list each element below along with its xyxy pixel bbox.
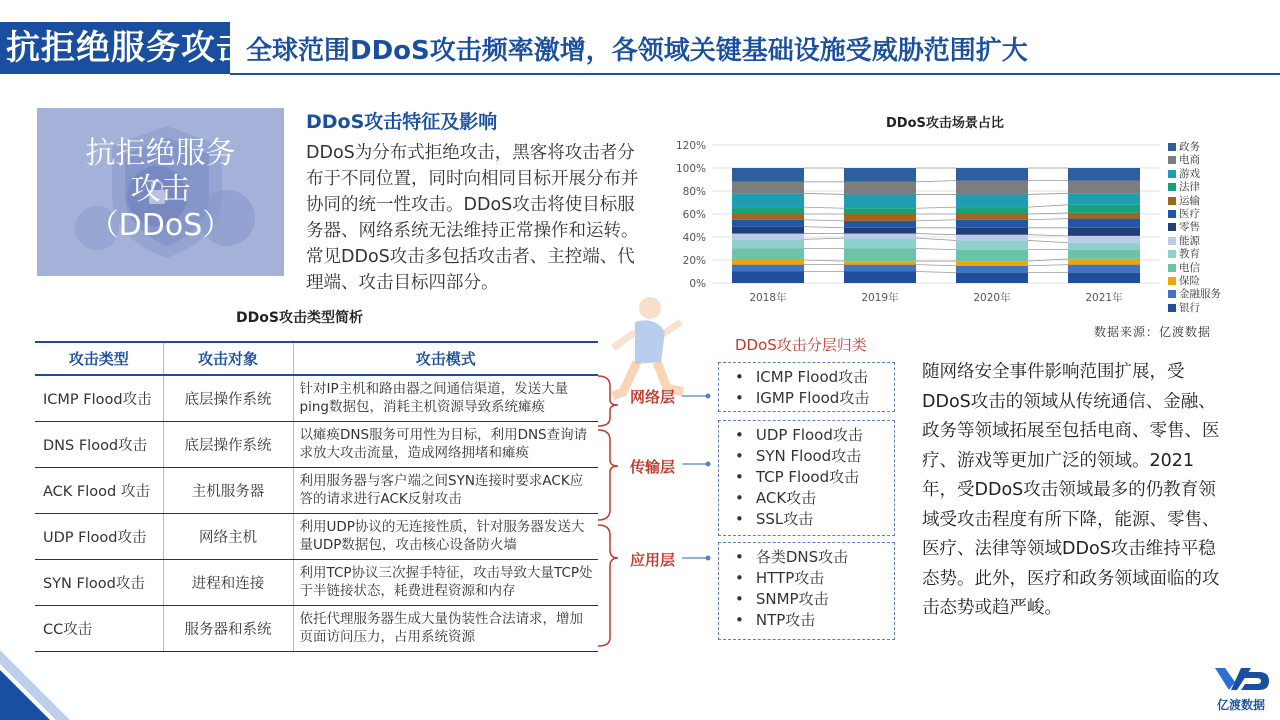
series-connector (916, 181, 956, 182)
bar-segment (956, 207, 1028, 214)
y-tick-label: 120% (675, 140, 706, 152)
bar-segment (732, 265, 804, 272)
series-connector (804, 207, 844, 208)
bar-segment (732, 272, 804, 284)
features-body: DDoS为分布式拒绝攻击，黑客将攻击者分布于不同位置，同时向相同目标开展分布并协同的统一性攻击。DDoS攻击将使目标服务器、网络系统无法维持正常操作和运转。常见DDoS攻击多包括攻击者、主控端、代理端、攻击目标四部分。 (306, 143, 639, 293)
bar-segment (732, 227, 804, 234)
legend-swatch (1168, 197, 1176, 205)
cell-type: ICMP Flood攻击 (35, 375, 163, 421)
features-title: DDoS攻击特征及影响 (306, 111, 498, 133)
bar-segment (732, 220, 804, 227)
cell-target: 底层操作系统 (163, 421, 293, 467)
page-title: 全球范围DDoS攻击频率激增，各领域关键基础设施受威胁范围扩大 (246, 36, 1028, 66)
col-header-type: 攻击类型 (35, 342, 163, 375)
bar-segment (844, 249, 916, 262)
legend-item (1168, 154, 1221, 167)
bar-segment (732, 249, 804, 261)
table-row (35, 375, 598, 421)
legend-swatch (1168, 264, 1176, 272)
legend-swatch (1168, 290, 1176, 298)
col-header-mode: 攻击模式 (293, 342, 598, 375)
y-tick-label: 60% (682, 209, 706, 221)
series-connector (916, 272, 956, 273)
bar-segment (1068, 243, 1140, 250)
bar-segment (844, 168, 916, 182)
bar-segment (844, 214, 916, 221)
cell-mode: 针对IP主机和路由器之间通信渠道，发送大量ping数据包，消耗主机资源导致系统瘫痪 (293, 375, 598, 421)
cell-type: ACK Flood 攻击 (35, 467, 163, 513)
layers-title: DDoS攻击分层归类 (735, 336, 867, 354)
legend-label: 法律 (1179, 181, 1200, 194)
bar-segment (732, 214, 804, 220)
table-row (35, 605, 598, 651)
cell-target: 网络主机 (163, 513, 293, 559)
cell-target: 进程和连接 (163, 559, 293, 605)
legend-label: 零售 (1179, 221, 1200, 234)
table-row (35, 513, 598, 559)
list-item: • IGMP Flood攻击 (735, 388, 894, 409)
x-tick-label: 2020年 (973, 292, 1011, 304)
bar-segment (956, 194, 1028, 207)
bar-segment (1068, 219, 1140, 228)
list-item: • TCP Flood攻击 (735, 467, 894, 488)
legend-label: 银行 (1179, 301, 1200, 314)
bar-segment (1068, 259, 1140, 265)
legend-item (1168, 168, 1221, 181)
legend-swatch (1168, 223, 1176, 231)
legend-item (1168, 302, 1221, 315)
legend-item (1168, 195, 1221, 208)
bar-segment (732, 234, 804, 240)
legend-item (1168, 235, 1221, 248)
list-item: • UDP Flood攻击 (735, 425, 894, 446)
cell-mode: 以瘫痪DNS服务可用性为目标，利用DNS查询请求放大攻击流量，造成网络拥堵和瘫痪 (293, 421, 598, 467)
series-connector (1028, 240, 1068, 242)
list-item: • SYN Flood攻击 (735, 446, 894, 467)
cell-type: UDP Flood攻击 (35, 513, 163, 559)
bar-segment (1068, 250, 1140, 259)
legend-label: 电信 (1179, 261, 1200, 274)
logo-mark-icon (1211, 664, 1271, 694)
table-row (35, 421, 598, 467)
bar-segment (956, 235, 1028, 241)
list-item: • ICMP Flood攻击 (735, 367, 894, 388)
col-header-target: 攻击对象 (163, 342, 293, 375)
box-line-3: （DDoS） (88, 208, 233, 243)
bar-segment (844, 208, 916, 214)
stacked-bar-chart (672, 135, 1164, 311)
legend-swatch (1168, 170, 1176, 178)
bar-segment (732, 207, 804, 214)
series-connector (804, 193, 844, 194)
x-tick-label: 2021年 (1085, 292, 1123, 304)
cell-type: SYN Flood攻击 (35, 559, 163, 605)
application-layer-box (718, 542, 895, 640)
cell-target: 服务器和系统 (163, 605, 293, 651)
bar-segment (956, 181, 1028, 195)
y-tick-label: 0% (689, 278, 706, 290)
list-item: • HTTP攻击 (735, 568, 894, 589)
bar-segment (844, 182, 916, 195)
series-connector (916, 220, 956, 221)
bar-segment (956, 250, 1028, 262)
brand-logo (1208, 664, 1274, 713)
table-title: DDoS攻击类型简析 (236, 310, 363, 326)
legend-swatch (1168, 304, 1176, 312)
legend-item (1168, 288, 1221, 301)
legend-swatch (1168, 143, 1176, 151)
bar-segment (1068, 205, 1140, 213)
transport-layer-label: 传输层 (630, 458, 676, 476)
table-row (35, 559, 598, 605)
legend-swatch (1168, 250, 1176, 258)
bar-segment (956, 168, 1028, 181)
cell-target: 主机服务器 (163, 467, 293, 513)
bar-segment (1068, 181, 1140, 194)
bar-segment (1068, 213, 1140, 219)
bar-segment (844, 234, 916, 239)
bar-segment (732, 260, 804, 265)
list-item: • SSL攻击 (735, 509, 894, 530)
y-tick-label: 20% (682, 255, 706, 267)
legend-item (1168, 181, 1221, 194)
legend-swatch (1168, 237, 1176, 245)
legend-item (1168, 248, 1221, 261)
chart-legend (1168, 141, 1221, 315)
data-source: 数据来源：亿渡数据 (1094, 325, 1212, 339)
cell-mode: 利用服务器与客户端之间SYN连接时要求ACK应答的请求进行ACK反射攻击 (293, 467, 598, 513)
legend-swatch (1168, 210, 1176, 218)
corner-decoration (0, 650, 70, 720)
legend-item (1168, 262, 1221, 275)
legend-item (1168, 141, 1221, 154)
legend-label: 电商 (1179, 154, 1200, 167)
series-connector (804, 227, 844, 228)
legend-label: 政务 (1179, 141, 1200, 153)
legend-label: 医疗 (1179, 207, 1200, 220)
network-layer-box (718, 362, 895, 412)
series-connector (916, 265, 956, 266)
legend-label: 金融服务 (1179, 288, 1221, 301)
bar-segment (956, 261, 1028, 266)
legend-item (1168, 208, 1221, 221)
x-tick-label: 2019年 (861, 292, 899, 304)
list-item: • 各类DNS攻击 (735, 547, 894, 568)
series-connector (1028, 235, 1068, 236)
box-text (37, 136, 284, 244)
ddos-illustration (37, 108, 284, 276)
cell-mode: 依托代理服务器生成大量伪装性合法请求，增加页面访问压力，占用系统资源 (293, 605, 598, 651)
legend-label: 能源 (1179, 234, 1200, 247)
bar-segment (1068, 236, 1140, 243)
series-connector (1028, 205, 1068, 207)
bar-segment (844, 272, 916, 284)
bar-segment (732, 239, 804, 248)
legend-swatch (1168, 156, 1176, 164)
legend-label: 运输 (1179, 194, 1200, 207)
network-layer-label: 网络层 (630, 388, 676, 406)
series-connector (916, 249, 956, 250)
bar-segment (1068, 228, 1140, 236)
section-tag: 抗拒绝服务攻击 (0, 22, 230, 74)
y-tick-label: 40% (682, 232, 706, 244)
legend-swatch (1168, 183, 1176, 191)
cell-type: CC攻击 (35, 605, 163, 651)
logo-text: 亿渡数据 (1216, 698, 1265, 712)
bar-segment (1068, 273, 1140, 283)
bar-segment (732, 193, 804, 207)
bar-segment (732, 182, 804, 194)
layer-brackets (596, 370, 720, 650)
list-item: • ACK攻击 (735, 488, 894, 509)
analysis-text: 随网络安全事件影响范围扩展，受DDoS攻击的领域从传统通信、金融、政务等领域拓展至包括电商、零售、医疗、游戏等更加广泛的领域。2021年，受DDoS攻击领域最多的仍教育领域受攻击程度有所下降，能源、零售、医疗、法律等领域DDoS攻击维持平稳态势。此外，医疗和政务领域面临的攻击态势或趋严峻。 (922, 362, 1220, 618)
x-tick-label: 2018年 (749, 292, 787, 304)
bar-segment (956, 228, 1028, 235)
bar-segment (956, 273, 1028, 283)
bar-segment (844, 228, 916, 234)
legend-item (1168, 275, 1221, 288)
cell-mode: 利用TCP协议三次握手特征，攻击导致大量TCP处于半链接状态，耗费进程资源和内存 (293, 559, 598, 605)
legend-label: 游戏 (1179, 167, 1200, 180)
bar-segment (956, 220, 1028, 228)
box-line-1: 抗拒绝服务 (85, 136, 236, 171)
series-connector (1028, 265, 1068, 266)
series-connector (1028, 219, 1068, 220)
bar-segment (956, 240, 1028, 249)
cell-mode: 利用UDP协议的无连接性质，针对服务器发送大量UDP数据包，攻击核心设备防火墙 (293, 513, 598, 559)
table-row (35, 467, 598, 513)
series-connector (916, 207, 956, 208)
cell-type: DNS Flood攻击 (35, 421, 163, 467)
header-divider (230, 73, 1280, 75)
y-tick-label: 100% (675, 163, 706, 175)
cell-target: 底层操作系统 (163, 375, 293, 421)
bar-segment (844, 221, 916, 228)
bar-segment (844, 261, 916, 264)
bar-segment (844, 238, 916, 248)
series-connector (916, 238, 956, 240)
bar-segment (956, 214, 1028, 220)
legend-label: 教育 (1179, 248, 1200, 261)
legend-item (1168, 221, 1221, 234)
bar-segment (844, 194, 916, 208)
legend-label: 保险 (1179, 274, 1200, 287)
bar-segment (956, 266, 1028, 273)
series-connector (1028, 193, 1068, 194)
bar-segment (1068, 265, 1140, 273)
bar-segment (844, 265, 916, 272)
chart-title: DDoS攻击场景占比 (886, 116, 1004, 131)
y-tick-label: 80% (682, 186, 706, 198)
application-layer-label: 应用层 (630, 551, 676, 569)
bar-segment (1068, 168, 1140, 181)
series-connector (916, 234, 956, 235)
bar-segment (732, 168, 804, 182)
transport-layer-box (718, 420, 895, 536)
bar-segment (1068, 193, 1140, 205)
series-connector (804, 220, 844, 221)
series-connector (804, 238, 844, 239)
box-line-2: 攻击 (130, 172, 191, 207)
list-item: • NTP攻击 (735, 610, 894, 631)
legend-swatch (1168, 277, 1176, 285)
attack-types-table (35, 341, 598, 652)
list-item: • SNMP攻击 (735, 589, 894, 610)
